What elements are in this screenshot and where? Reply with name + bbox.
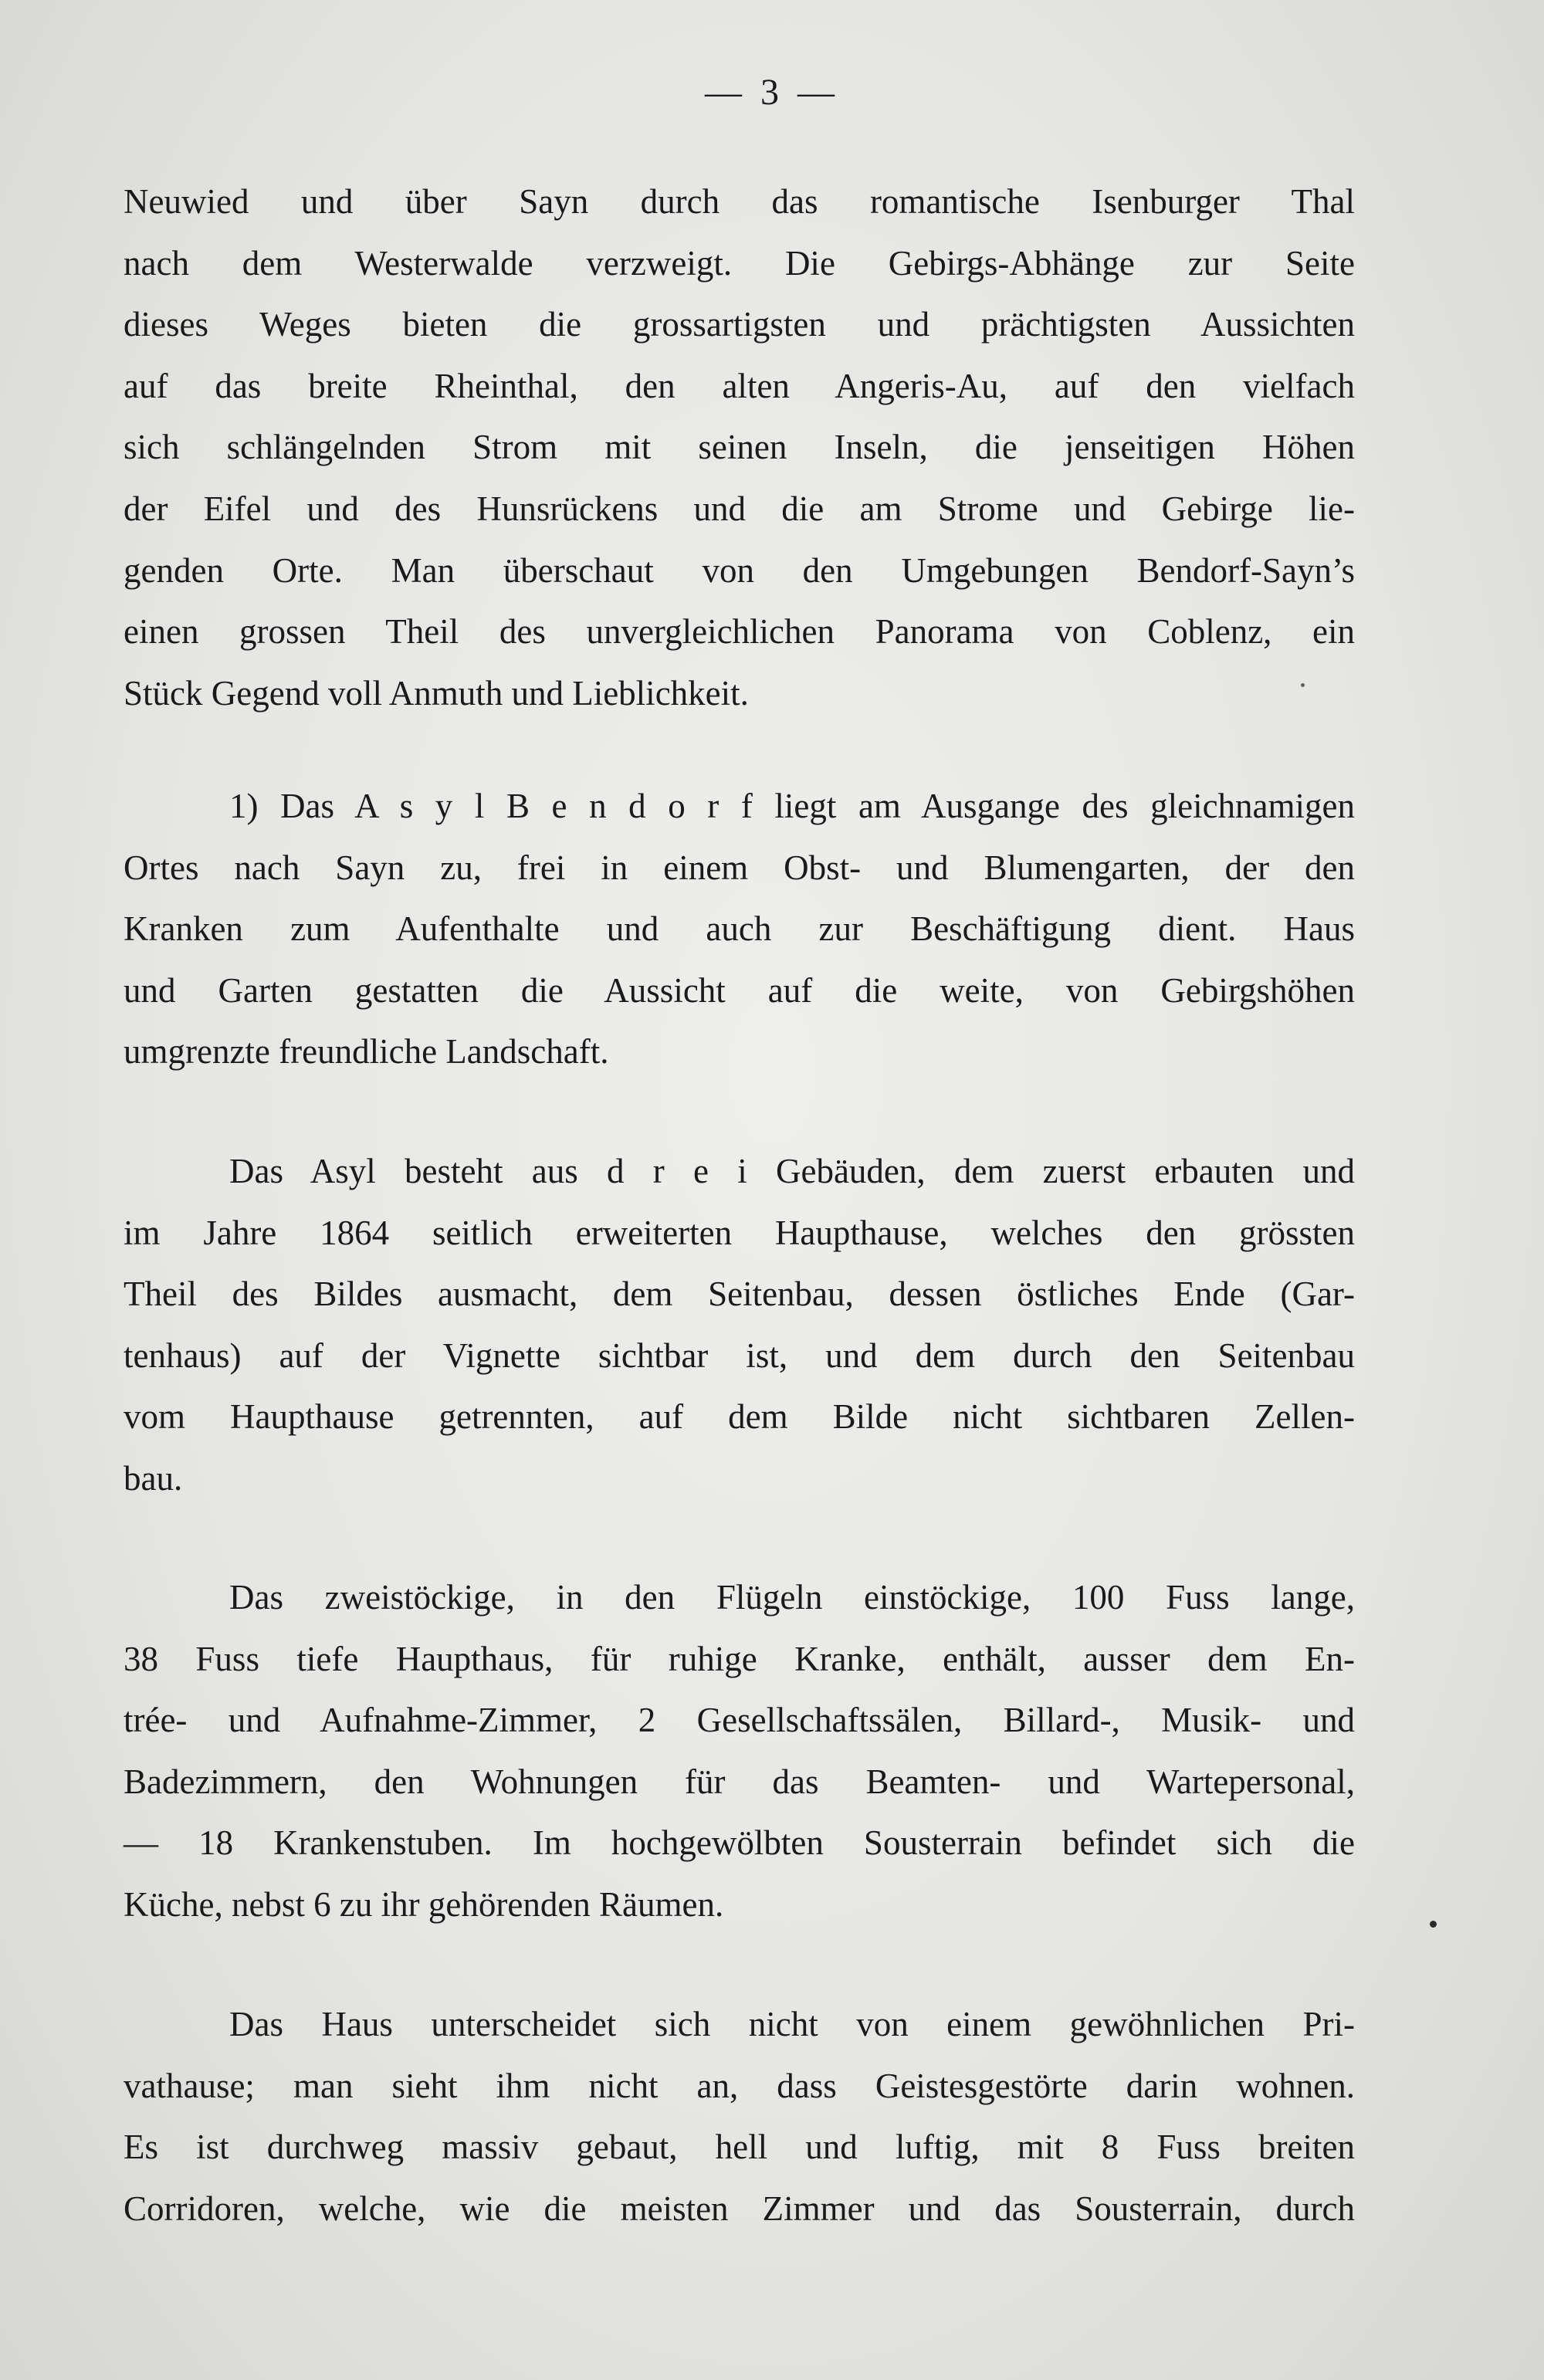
text-line: der Eifel und des Hunsrückens und die am Strome und Gebirge lie- bbox=[124, 489, 1355, 528]
text-line: dieses Weges bieten die grossartigsten und prächtigsten Aussichten bbox=[124, 305, 1355, 344]
text-line: Theil des Bildes ausmacht, dem Seitenbau, dessen östliches Ende (Gar- bbox=[124, 1275, 1355, 1314]
text-line: und Garten gestatten die Aussicht auf die weite, von Gebirgshöhen bbox=[124, 970, 1355, 1010]
text-line: vathause; man sieht ihm nicht an, dass Geistesgestörte darin wohnen. bbox=[124, 2066, 1355, 2105]
text-line: trée- und Aufnahme-Zimmer, 2 Gesellschaftssälen, Billard-, Musik- und bbox=[124, 1701, 1355, 1740]
text-line: vom Haupthause getrennten, auf dem Bilde nicht sichtbaren Zellen- bbox=[124, 1397, 1355, 1437]
text-line: Es ist durchweg massiv gebaut, hell und luftig, mit 8 Fuss breiten bbox=[124, 2128, 1355, 2167]
text-line: Stück Gegend voll Anmuth und Lieblichkeit. bbox=[124, 673, 749, 713]
text-line: einen grossen Theil des unvergleichlichen Panorama von Coblenz, ein bbox=[124, 612, 1355, 652]
text-line: Das zweistöckige, in den Flügeln einstöckige, 100 Fuss lange, bbox=[229, 1578, 1355, 1617]
text-line: 38 Fuss tiefe Haupthaus, für ruhige Kranke, enthält, ausser dem En- bbox=[124, 1639, 1355, 1678]
text-line: Das Asyl besteht aus d r e i Gebäuden, dem zuerst erbauten und bbox=[229, 1152, 1355, 1190]
ink-speck bbox=[1430, 1921, 1437, 1928]
text-line: Kranken zum Aufenthalte und auch zur Beschäftigung dient. Haus bbox=[124, 909, 1355, 949]
text-line: sich schlängelnden Strom mit seinen Inseln, die jenseitigen Höhen bbox=[124, 428, 1355, 467]
text-line: im Jahre 1864 seitlich erweiterten Haupthause, welches den grössten bbox=[124, 1213, 1355, 1252]
paragraph-3 bbox=[124, 1141, 1355, 1510]
text-line: 1) Das A s y l B e n d o r f liegt am Ausgange des gleichnamigen bbox=[229, 787, 1355, 825]
text-line: Küche, nebst 6 zu ihr gehörenden Räumen. bbox=[124, 1884, 724, 1924]
text-line: nach dem Westerwalde verzweigt. Die Gebirgs-Abhänge zur Seite bbox=[124, 243, 1355, 283]
text-line: Badezimmern, den Wohnungen für das Beamten- und Wartepersonal, bbox=[124, 1762, 1355, 1801]
paragraph-2 bbox=[124, 776, 1355, 1083]
ink-speck bbox=[1301, 683, 1305, 687]
text-line: Das Haus unterscheidet sich nicht von einem gewöhnlichen Pri- bbox=[229, 2005, 1355, 2043]
text-line: auf das breite Rheinthal, den alten Angeris-Au, auf den vielfach bbox=[124, 366, 1355, 405]
page-number: — 3 — bbox=[705, 72, 839, 113]
paragraph-5 bbox=[124, 1994, 1355, 2240]
paragraph-1 bbox=[124, 171, 1355, 724]
text-line: Neuwied und über Sayn durch das romantische Isenburger Thal bbox=[124, 182, 1355, 221]
paragraph-4 bbox=[124, 1567, 1355, 1936]
text-line: genden Orte. Man überschaut von den Umgebungen Bendorf-Sayn’s bbox=[124, 550, 1355, 590]
text-line: — 18 Krankenstuben. Im hochgewölbten Sousterrain befindet sich die bbox=[124, 1823, 1355, 1863]
text-line: Ortes nach Sayn zu, frei in einem Obst- und Blumengarten, der den bbox=[124, 848, 1355, 887]
text-line: Corridoren, welche, wie die meisten Zimmer und das Sousterrain, durch bbox=[124, 2189, 1355, 2228]
text-line: bau. bbox=[124, 1458, 183, 1498]
text-line: umgrenzte freundliche Landschaft. bbox=[124, 1032, 609, 1072]
text-line: tenhaus) auf der Vignette sichtbar ist, und dem durch den Seitenbau bbox=[124, 1336, 1355, 1375]
